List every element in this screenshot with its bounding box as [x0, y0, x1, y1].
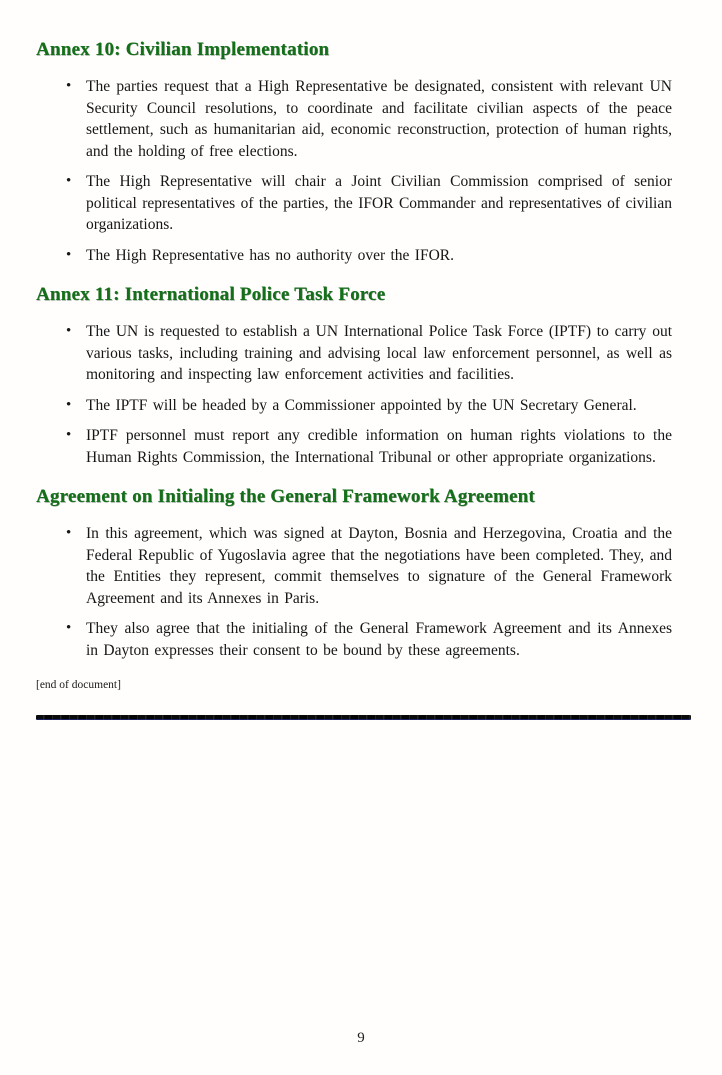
bullet-text: IPTF personnel must report any credible information on human rights violations to the Human Rights Commission, the International Tribunal or other appropriate organizations. [86, 427, 672, 466]
bullet-list [36, 321, 672, 468]
bullet-text: The parties request that a High Representative be designated, consistent with relevant UN Security Council resolutions, to coordinate and facilitate civilian aspects of the peace settlement, such as humanitarian aid, economic reconstruction, protection of human rights, and the holding of free elections. [86, 78, 672, 160]
bullet-icon: • [66, 525, 72, 541]
bullet-text: They also agree that the initialing of the General Framework Agreement and its Annexes in Dayton expresses their consent to be bound by these agreements. [86, 620, 672, 659]
section-heading-annex-10: Annex 10: Civilian Implementation [36, 39, 330, 60]
list-item [36, 245, 672, 267]
list-item [36, 618, 672, 661]
list-item [36, 395, 672, 417]
bullet-icon: • [66, 323, 72, 339]
bullet-text: The High Representative has no authority over the IFOR. [86, 246, 454, 264]
list-item [36, 76, 672, 162]
section-heading-annex-11: Annex 11: International Police Task Force [36, 284, 386, 305]
section-annex-11 [36, 283, 672, 468]
end-of-document-marker: [end of document] [36, 679, 121, 691]
section-annex-10 [36, 38, 672, 266]
list-item [36, 425, 672, 468]
bullet-text: The IPTF will be headed by a Commissioner appointed by the UN Secretary General. [86, 396, 637, 414]
bullet-list [36, 523, 672, 661]
bullet-icon: • [66, 620, 72, 636]
bullet-icon: • [66, 396, 72, 413]
bullet-icon: • [66, 173, 72, 189]
section-heading-initialing: Agreement on Initialing the General Framework Agreement [36, 486, 535, 507]
list-item [36, 171, 672, 236]
bullet-icon: • [66, 427, 72, 443]
horizontal-rule [36, 715, 691, 720]
bullet-icon: • [66, 246, 72, 263]
bullet-text: The High Representative will chair a Joint Civilian Commission comprised of senior political representatives of the parties, the IFOR Commander and representatives of civilian organizations. [86, 173, 672, 233]
page-number: 9 [357, 1030, 365, 1046]
bullet-icon: • [66, 78, 72, 94]
list-item [36, 523, 672, 609]
bullet-text: In this agreement, which was signed at Dayton, Bosnia and Herzegovina, Croatia and the Federal Republic of Yugoslavia agree that the negotiations have been completed. They, and the Entities they represent, commit themselves to signature of the General Framework Agreement and its Annexes in Paris. [86, 525, 672, 607]
bullet-list [36, 76, 672, 266]
section-initialing-agreement [36, 485, 672, 661]
bullet-text: The UN is requested to establish a UN International Police Task Force (IPTF) to carry out various tasks, including training and advising local law enforcement personnel, as well as monitoring and inspecting law enforcement activities and facilities. [86, 323, 672, 383]
list-item [36, 321, 672, 386]
